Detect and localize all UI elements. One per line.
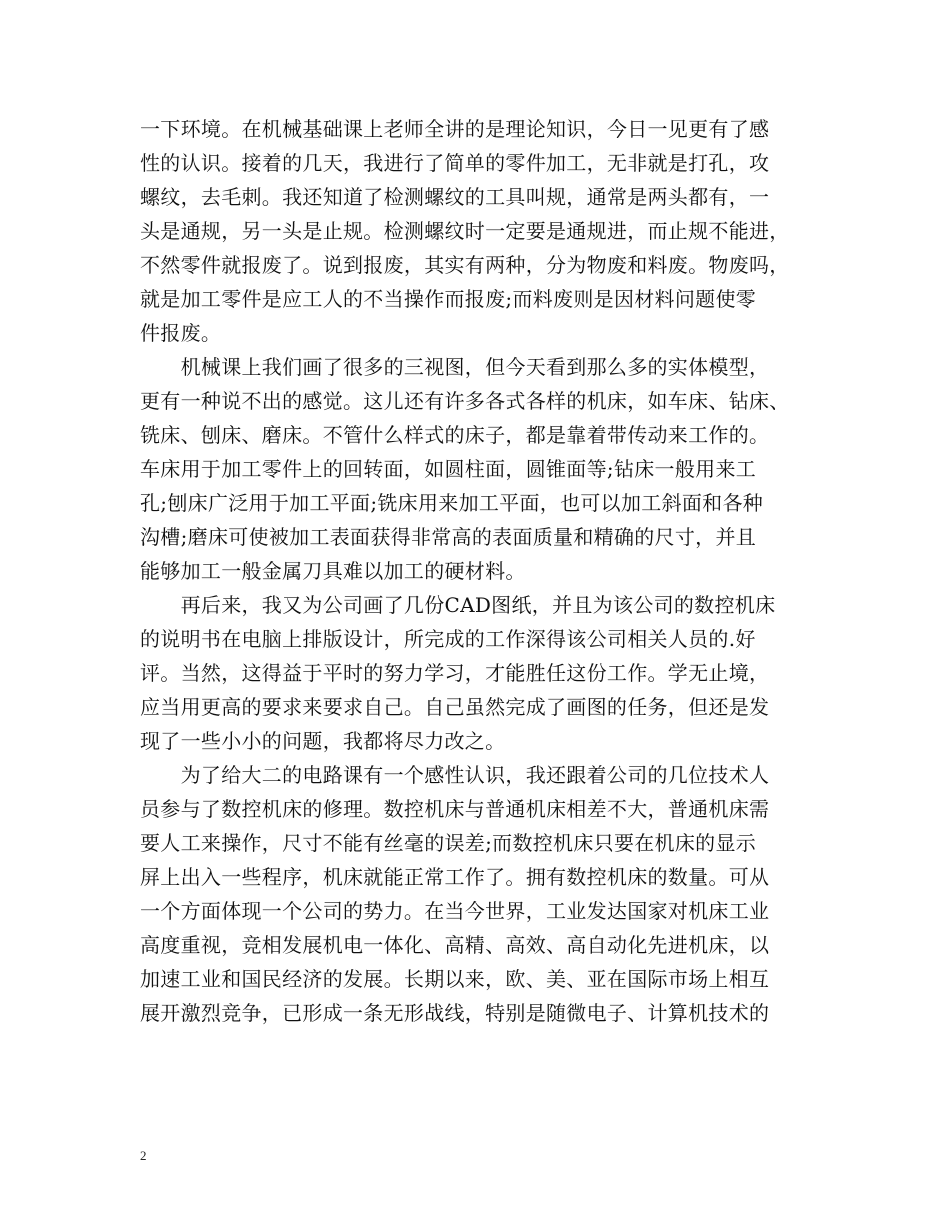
- document-body: [140, 112, 830, 1030]
- text-line: 铣床、刨床、磨床。不管什么样式的床子，都是靠着带传动来工作的。: [140, 423, 770, 447]
- text-line: 更有一种说不出的感觉。这儿还有许多各式各样的机床，如车床、钻床、: [140, 389, 790, 413]
- text-line: 就是加工零件是应工人的不当操作而报废;而料废则是因材料问题使零: [140, 287, 757, 311]
- text-line: 员参与了数控机床的修理。数控机床与普通机床相差不大，普通机床需: [140, 797, 770, 821]
- text-line: 现了一些小小的问题，我都将尽力改之。: [140, 729, 506, 753]
- text-line: 为了给大二的电路课有一个感性认识，我还跟着公司的几位技术人: [140, 763, 770, 787]
- text-line: 评。当然，这得益于平时的努力学习，才能胜任这份工作。学无止境，: [140, 661, 770, 685]
- text-line: 一个方面体现一个公司的势力。在当今世界，工业发达国家对机床工业: [140, 899, 770, 923]
- text-line: 沟槽;磨床可使被加工表面获得非常高的表面质量和精确的尺寸，并且: [140, 525, 757, 549]
- text-line: 屏上出入一些程序，机床就能正常工作了。拥有数控机床的数量。可从: [140, 865, 770, 889]
- paragraph-1: [140, 112, 830, 350]
- text-line: 不然零件就报废了。说到报废，其实有两种，分为物废和料废。物废吗，: [140, 253, 790, 277]
- text-line: 头是通规，另一头是止规。检测螺纹时一定要是通规进，而止规不能进，: [140, 219, 790, 243]
- paragraph-4: [140, 758, 830, 1030]
- text-line: 件报废。: [140, 321, 222, 345]
- text-line: 性的认识。接着的几天，我进行了简单的零件加工，无非就是打孔，攻: [140, 151, 770, 175]
- page-number: 2: [140, 1148, 147, 1163]
- paragraph-2: [140, 350, 830, 588]
- text-line: 加速工业和国民经济的发展。长期以来，欧、美、亚在国际市场上相互: [140, 967, 770, 991]
- text-line: 能够加工一般金属刀具难以加工的硬材料。: [140, 559, 526, 583]
- text-line: 孔;刨床广泛用于加工平面;铣床用来加工平面，也可以加工斜面和各种: [140, 491, 764, 515]
- text-line: 车床用于加工零件上的回转面，如圆柱面，圆锥面等;钻床一般用来工: [140, 457, 757, 481]
- text-line: 机械课上我们画了很多的三视图，但今天看到那么多的实体模型，: [140, 355, 770, 379]
- text-line: 应当用更高的要求来要求自己。自己虽然完成了画图的任务，但还是发: [140, 695, 770, 719]
- text-line: 要人工来操作，尺寸不能有丝毫的误差;而数控机床只要在机床的显示: [140, 831, 757, 855]
- text-line: 一下环境。在机械基础课上老师全讲的是理论知识，今日一见更有了感: [140, 117, 770, 141]
- text-line: 高度重视，竞相发展机电一体化、高精、高效、高自动化先进机床，以: [140, 933, 770, 957]
- text-line: 螺纹，去毛刺。我还知道了检测螺纹的工具叫规，通常是两头都有，一: [140, 185, 770, 209]
- text-line: 展开激烈竞争，已形成一条无形战线，特别是随微电子、计算机技术的: [140, 1001, 770, 1025]
- paragraph-3: [140, 588, 830, 758]
- text-line: 再后来，我又为公司画了几份CAD图纸，并且为该公司的数控机床: [140, 593, 776, 617]
- text-line: 的说明书在电脑上排版设计，所完成的工作深得该公司相关人员的.好: [140, 627, 756, 651]
